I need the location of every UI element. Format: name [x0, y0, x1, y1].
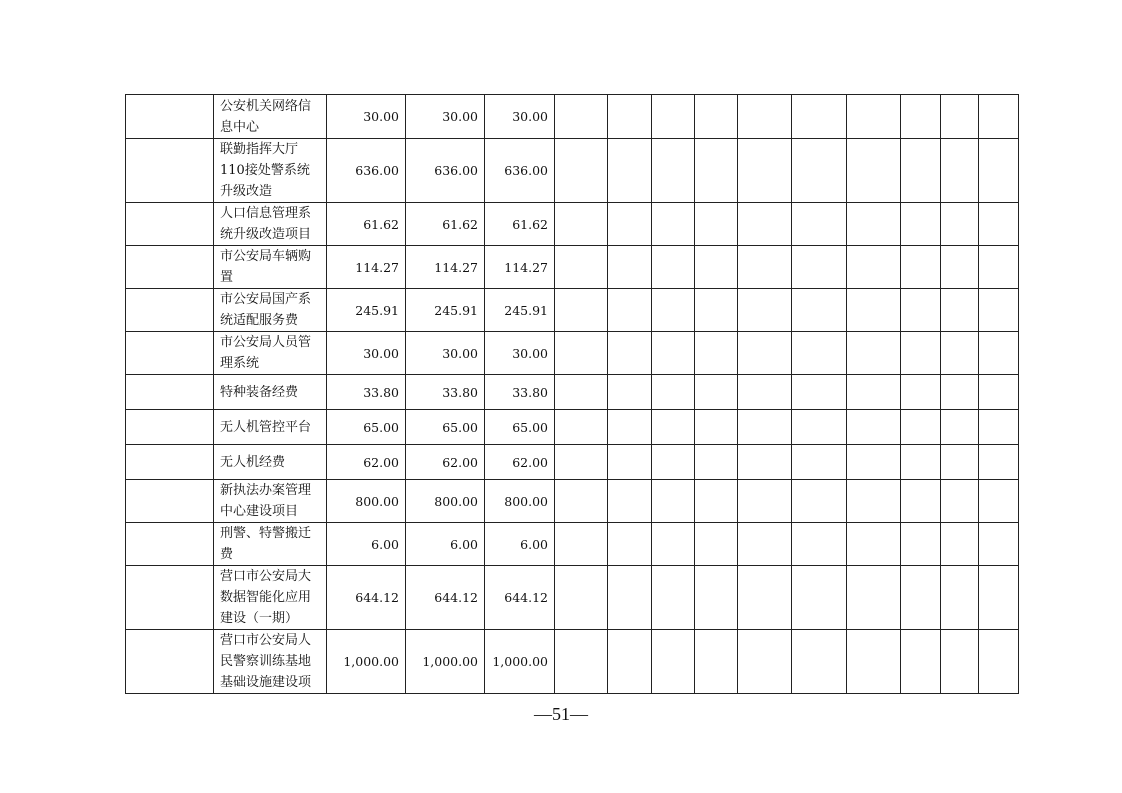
empty-cell: [126, 375, 214, 410]
empty-cell: [941, 289, 979, 332]
empty-cell: [847, 566, 901, 630]
value-cell: 800.00: [327, 480, 406, 523]
empty-cell: [941, 566, 979, 630]
empty-cell: [901, 630, 941, 694]
empty-cell: [901, 566, 941, 630]
empty-cell: [901, 375, 941, 410]
empty-cell: [847, 480, 901, 523]
empty-cell: [608, 139, 652, 203]
value-cell: 33.80: [406, 375, 485, 410]
empty-cell: [126, 566, 214, 630]
empty-cell: [126, 332, 214, 375]
value-cell: 30.00: [327, 332, 406, 375]
empty-cell: [941, 445, 979, 480]
empty-cell: [979, 95, 1019, 139]
table-row: [126, 203, 1019, 246]
empty-cell: [695, 95, 738, 139]
table-row: [126, 630, 1019, 694]
empty-cell: [847, 139, 901, 203]
empty-cell: [608, 246, 652, 289]
empty-cell: [555, 410, 608, 445]
empty-cell: [901, 410, 941, 445]
empty-cell: [608, 523, 652, 566]
empty-cell: [979, 523, 1019, 566]
empty-cell: [695, 246, 738, 289]
empty-cell: [652, 480, 695, 523]
empty-cell: [608, 289, 652, 332]
empty-cell: [941, 95, 979, 139]
empty-cell: [695, 480, 738, 523]
value-cell: 6.00: [485, 523, 555, 566]
value-cell: 62.00: [485, 445, 555, 480]
value-cell: 30.00: [485, 95, 555, 139]
empty-cell: [792, 445, 847, 480]
value-cell: 800.00: [485, 480, 555, 523]
empty-cell: [792, 375, 847, 410]
empty-cell: [126, 410, 214, 445]
value-cell: 1,000.00: [406, 630, 485, 694]
empty-cell: [738, 203, 792, 246]
value-cell: 245.91: [406, 289, 485, 332]
table-row: [126, 139, 1019, 203]
item-name-cell: 人口信息管理系统升级改造项目: [214, 203, 327, 246]
value-cell: 61.62: [406, 203, 485, 246]
item-name-cell: 营口市公安局大数据智能化应用建设（一期）: [214, 566, 327, 630]
table-row: [126, 95, 1019, 139]
table-row: [126, 289, 1019, 332]
empty-cell: [652, 332, 695, 375]
empty-cell: [979, 445, 1019, 480]
empty-cell: [555, 246, 608, 289]
empty-cell: [555, 289, 608, 332]
empty-cell: [941, 480, 979, 523]
item-name-cell: 市公安局国产系统适配服务费: [214, 289, 327, 332]
empty-cell: [979, 246, 1019, 289]
empty-cell: [695, 630, 738, 694]
value-cell: 30.00: [327, 95, 406, 139]
empty-cell: [652, 566, 695, 630]
empty-cell: [941, 630, 979, 694]
empty-cell: [608, 203, 652, 246]
value-cell: 1,000.00: [327, 630, 406, 694]
empty-cell: [695, 375, 738, 410]
empty-cell: [652, 375, 695, 410]
empty-cell: [555, 480, 608, 523]
value-cell: 30.00: [406, 332, 485, 375]
table-row: [126, 480, 1019, 523]
empty-cell: [979, 375, 1019, 410]
value-cell: 800.00: [406, 480, 485, 523]
empty-cell: [608, 375, 652, 410]
value-cell: 65.00: [485, 410, 555, 445]
empty-cell: [941, 523, 979, 566]
empty-cell: [941, 203, 979, 246]
value-cell: 636.00: [406, 139, 485, 203]
value-cell: 6.00: [327, 523, 406, 566]
empty-cell: [695, 445, 738, 480]
empty-cell: [901, 203, 941, 246]
empty-cell: [792, 480, 847, 523]
empty-cell: [652, 246, 695, 289]
empty-cell: [901, 246, 941, 289]
empty-cell: [695, 139, 738, 203]
empty-cell: [652, 95, 695, 139]
empty-cell: [979, 203, 1019, 246]
value-cell: 30.00: [406, 95, 485, 139]
item-name-cell: 营口市公安局人民警察训练基地基础设施建设项: [214, 630, 327, 694]
empty-cell: [652, 523, 695, 566]
empty-cell: [738, 332, 792, 375]
empty-cell: [941, 410, 979, 445]
empty-cell: [847, 445, 901, 480]
value-cell: 65.00: [406, 410, 485, 445]
item-name-cell: 公安机关网络信息中心: [214, 95, 327, 139]
empty-cell: [901, 139, 941, 203]
empty-cell: [695, 523, 738, 566]
item-name-cell: 市公安局人员管理系统: [214, 332, 327, 375]
value-cell: 636.00: [327, 139, 406, 203]
empty-cell: [738, 445, 792, 480]
empty-cell: [738, 523, 792, 566]
empty-cell: [792, 566, 847, 630]
table-row: [126, 523, 1019, 566]
empty-cell: [847, 410, 901, 445]
empty-cell: [608, 95, 652, 139]
value-cell: 636.00: [485, 139, 555, 203]
value-cell: 6.00: [406, 523, 485, 566]
empty-cell: [941, 332, 979, 375]
value-cell: 1,000.00: [485, 630, 555, 694]
empty-cell: [979, 332, 1019, 375]
table-row: [126, 410, 1019, 445]
empty-cell: [979, 289, 1019, 332]
table-row: [126, 566, 1019, 630]
empty-cell: [555, 332, 608, 375]
empty-cell: [126, 203, 214, 246]
value-cell: 33.80: [485, 375, 555, 410]
empty-cell: [901, 523, 941, 566]
empty-cell: [979, 410, 1019, 445]
empty-cell: [792, 203, 847, 246]
empty-cell: [555, 566, 608, 630]
empty-cell: [738, 289, 792, 332]
empty-cell: [847, 246, 901, 289]
empty-cell: [555, 95, 608, 139]
empty-cell: [847, 95, 901, 139]
value-cell: 644.12: [485, 566, 555, 630]
table-row: [126, 445, 1019, 480]
empty-cell: [738, 375, 792, 410]
empty-cell: [901, 445, 941, 480]
empty-cell: [941, 375, 979, 410]
empty-cell: [695, 289, 738, 332]
empty-cell: [847, 630, 901, 694]
empty-cell: [126, 139, 214, 203]
empty-cell: [792, 523, 847, 566]
empty-cell: [126, 246, 214, 289]
budget-table: [125, 94, 1019, 694]
empty-cell: [695, 203, 738, 246]
empty-cell: [652, 630, 695, 694]
empty-cell: [652, 445, 695, 480]
value-cell: 61.62: [327, 203, 406, 246]
value-cell: 61.62: [485, 203, 555, 246]
empty-cell: [738, 246, 792, 289]
empty-cell: [941, 246, 979, 289]
value-cell: 644.12: [406, 566, 485, 630]
value-cell: 62.00: [406, 445, 485, 480]
empty-cell: [695, 332, 738, 375]
empty-cell: [695, 410, 738, 445]
empty-cell: [847, 523, 901, 566]
table-body: [126, 95, 1019, 694]
value-cell: 114.27: [327, 246, 406, 289]
item-name-cell: 特种装备经费: [214, 375, 327, 410]
empty-cell: [738, 139, 792, 203]
empty-cell: [738, 95, 792, 139]
table-row: [126, 246, 1019, 289]
empty-cell: [901, 289, 941, 332]
empty-cell: [792, 410, 847, 445]
item-name-cell: 市公安局车辆购置: [214, 246, 327, 289]
empty-cell: [555, 375, 608, 410]
value-cell: 644.12: [327, 566, 406, 630]
empty-cell: [792, 630, 847, 694]
empty-cell: [847, 289, 901, 332]
empty-cell: [979, 566, 1019, 630]
value-cell: 62.00: [327, 445, 406, 480]
empty-cell: [695, 566, 738, 630]
empty-cell: [792, 289, 847, 332]
empty-cell: [126, 445, 214, 480]
empty-cell: [901, 480, 941, 523]
empty-cell: [608, 332, 652, 375]
empty-cell: [126, 523, 214, 566]
empty-cell: [792, 246, 847, 289]
empty-cell: [979, 480, 1019, 523]
empty-cell: [792, 332, 847, 375]
table-row: [126, 332, 1019, 375]
item-name-cell: 无人机经费: [214, 445, 327, 480]
page-number: —51—: [534, 704, 588, 724]
empty-cell: [126, 480, 214, 523]
empty-cell: [941, 139, 979, 203]
value-cell: 245.91: [327, 289, 406, 332]
empty-cell: [555, 139, 608, 203]
empty-cell: [126, 289, 214, 332]
empty-cell: [608, 445, 652, 480]
value-cell: 114.27: [406, 246, 485, 289]
empty-cell: [652, 203, 695, 246]
empty-cell: [652, 289, 695, 332]
empty-cell: [847, 375, 901, 410]
table-row: [126, 375, 1019, 410]
item-name-cell: 刑警、特警搬迁费: [214, 523, 327, 566]
value-cell: 245.91: [485, 289, 555, 332]
empty-cell: [608, 630, 652, 694]
empty-cell: [792, 95, 847, 139]
empty-cell: [608, 410, 652, 445]
empty-cell: [126, 630, 214, 694]
empty-cell: [979, 139, 1019, 203]
value-cell: 114.27: [485, 246, 555, 289]
empty-cell: [652, 139, 695, 203]
empty-cell: [555, 523, 608, 566]
item-name-cell: 新执法办案管理中心建设项目: [214, 480, 327, 523]
empty-cell: [555, 203, 608, 246]
empty-cell: [738, 630, 792, 694]
empty-cell: [901, 95, 941, 139]
empty-cell: [738, 480, 792, 523]
empty-cell: [979, 630, 1019, 694]
empty-cell: [555, 445, 608, 480]
empty-cell: [847, 203, 901, 246]
empty-cell: [608, 480, 652, 523]
empty-cell: [901, 332, 941, 375]
item-name-cell: 联勤指挥大厅110接处警系统升级改造: [214, 139, 327, 203]
empty-cell: [792, 139, 847, 203]
empty-cell: [847, 332, 901, 375]
empty-cell: [738, 410, 792, 445]
empty-cell: [608, 566, 652, 630]
empty-cell: [738, 566, 792, 630]
item-name-cell: 无人机管控平台: [214, 410, 327, 445]
value-cell: 65.00: [327, 410, 406, 445]
value-cell: 33.80: [327, 375, 406, 410]
value-cell: 30.00: [485, 332, 555, 375]
empty-cell: [126, 95, 214, 139]
empty-cell: [652, 410, 695, 445]
empty-cell: [555, 630, 608, 694]
